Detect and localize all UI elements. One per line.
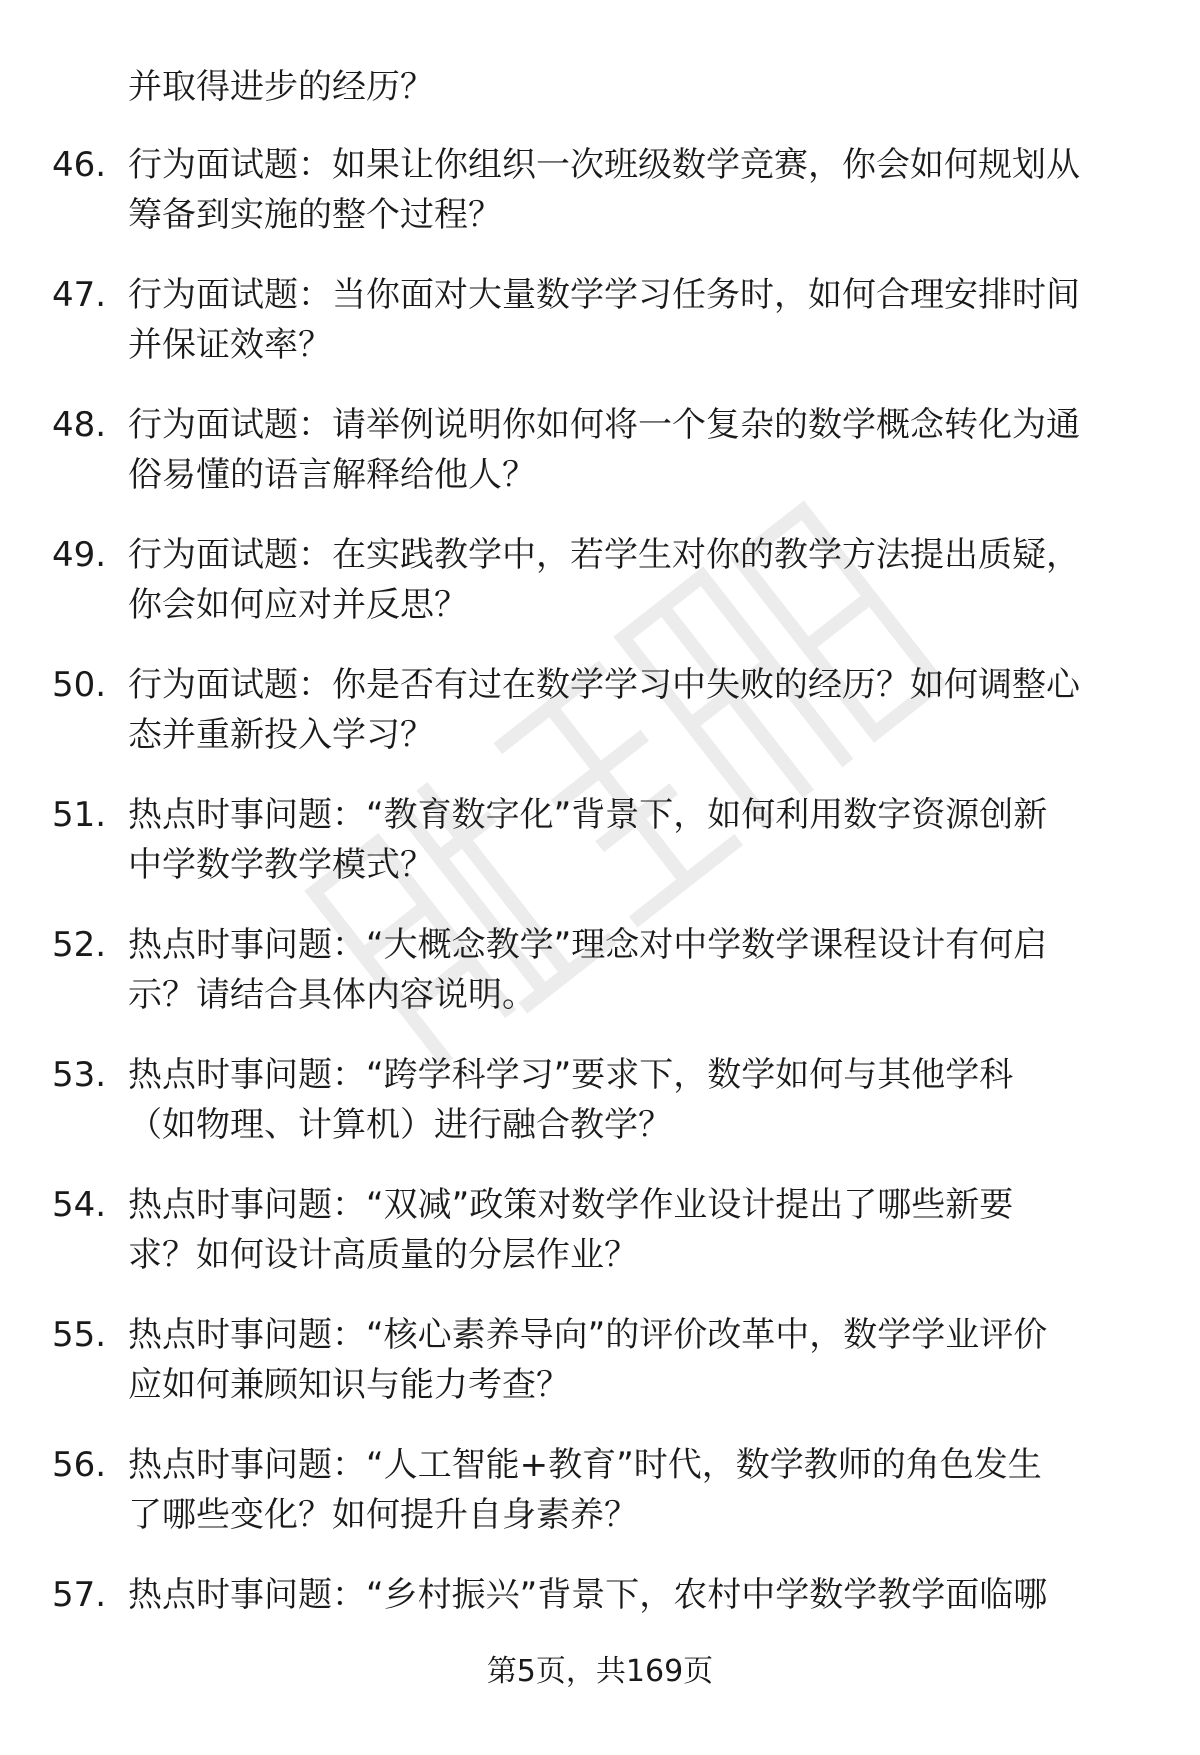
list-item bbox=[0, 530, 1200, 660]
question-number: 57. bbox=[52, 1575, 107, 1615]
question-line: 热点时事问题：“教育数字化”背景下，如何利用数字资源创新 bbox=[128, 795, 1048, 835]
list-item bbox=[0, 1050, 1200, 1180]
question-text bbox=[128, 140, 1138, 240]
question-text bbox=[128, 1310, 1138, 1410]
question-number: 49. bbox=[52, 535, 107, 575]
question-text bbox=[128, 1050, 1138, 1150]
question-line: 了哪些变化？如何提升自身素养？ bbox=[128, 1495, 638, 1535]
question-number: 52. bbox=[52, 925, 107, 965]
question-text bbox=[128, 920, 1138, 1020]
question-line: 行为面试题：在实践教学中，若学生对你的教学方法提出质疑， bbox=[128, 535, 1080, 575]
question-number: 54. bbox=[52, 1185, 107, 1225]
question-text bbox=[128, 1570, 1138, 1620]
question-line: 态并重新投入学习？ bbox=[128, 715, 434, 755]
question-line: 热点时事问题：“大概念教学”理念对中学数学课程设计有何启 bbox=[128, 925, 1048, 965]
list-item bbox=[0, 1310, 1200, 1440]
question-line: 俗易懂的语言解释给他人？ bbox=[128, 455, 536, 495]
question-line: 应如何兼顾知识与能力考查？ bbox=[128, 1365, 570, 1405]
question-text bbox=[128, 270, 1138, 370]
list-item bbox=[0, 1180, 1200, 1310]
question-line: 行为面试题：如果让你组织一次班级数学竞赛，你会如何规划从 bbox=[128, 145, 1080, 185]
question-line: 筹备到实施的整个过程？ bbox=[128, 195, 502, 235]
list-item bbox=[0, 270, 1200, 400]
question-text bbox=[128, 530, 1138, 630]
question-list bbox=[0, 140, 1200, 1700]
list-item bbox=[0, 790, 1200, 920]
question-text bbox=[128, 400, 1138, 500]
list-item bbox=[0, 400, 1200, 530]
question-number: 46. bbox=[52, 145, 107, 185]
question-number: 50. bbox=[52, 665, 107, 705]
question-line: 行为面试题：当你面对大量数学学习任务时，如何合理安排时间 bbox=[128, 275, 1080, 315]
page-number-footer: 第5页，共169页 bbox=[486, 1654, 714, 1689]
question-line: 行为面试题：请举例说明你如何将一个复杂的数学概念转化为通 bbox=[128, 405, 1080, 445]
question-continuation: 并取得进步的经历？ bbox=[128, 67, 434, 107]
question-line: 中学数学教学模式？ bbox=[128, 845, 434, 885]
question-line: 行为面试题：你是否有过在数学学习中失败的经历？如何调整心 bbox=[128, 665, 1080, 705]
list-item bbox=[0, 660, 1200, 790]
question-line: 示？请结合具体内容说明。 bbox=[128, 975, 536, 1015]
list-item bbox=[0, 1440, 1200, 1570]
question-number: 56. bbox=[52, 1445, 107, 1485]
question-number: 51. bbox=[52, 795, 107, 835]
list-item bbox=[0, 140, 1200, 270]
question-text bbox=[128, 1180, 1138, 1280]
question-line: 热点时事问题：“跨学科学习”要求下，数学如何与其他学科 bbox=[128, 1055, 1014, 1095]
question-number: 48. bbox=[52, 405, 107, 445]
question-line: 热点时事问题：“乡村振兴”背景下，农村中学数学教学面临哪 bbox=[128, 1575, 1048, 1615]
question-line: 你会如何应对并反思？ bbox=[128, 585, 468, 625]
question-line: （如物理、计算机）进行融合教学？ bbox=[128, 1105, 672, 1145]
question-number: 53. bbox=[52, 1055, 107, 1095]
question-text bbox=[128, 1440, 1138, 1540]
question-number: 55. bbox=[52, 1315, 107, 1355]
question-text bbox=[128, 660, 1138, 760]
question-text bbox=[128, 790, 1138, 890]
question-line: 求？如何设计高质量的分层作业？ bbox=[128, 1235, 638, 1275]
question-line: 热点时事问题：“双减”政策对数学作业设计提出了哪些新要 bbox=[128, 1185, 1014, 1225]
list-item bbox=[0, 920, 1200, 1050]
question-number: 47. bbox=[52, 275, 107, 315]
question-line: 并保证效率？ bbox=[128, 325, 332, 365]
question-line: 热点时事问题：“核心素养导向”的评价改革中，数学学业评价 bbox=[128, 1315, 1048, 1355]
question-line: 热点时事问题：“人工智能+教育”时代，数学教师的角色发生 bbox=[128, 1445, 1042, 1485]
